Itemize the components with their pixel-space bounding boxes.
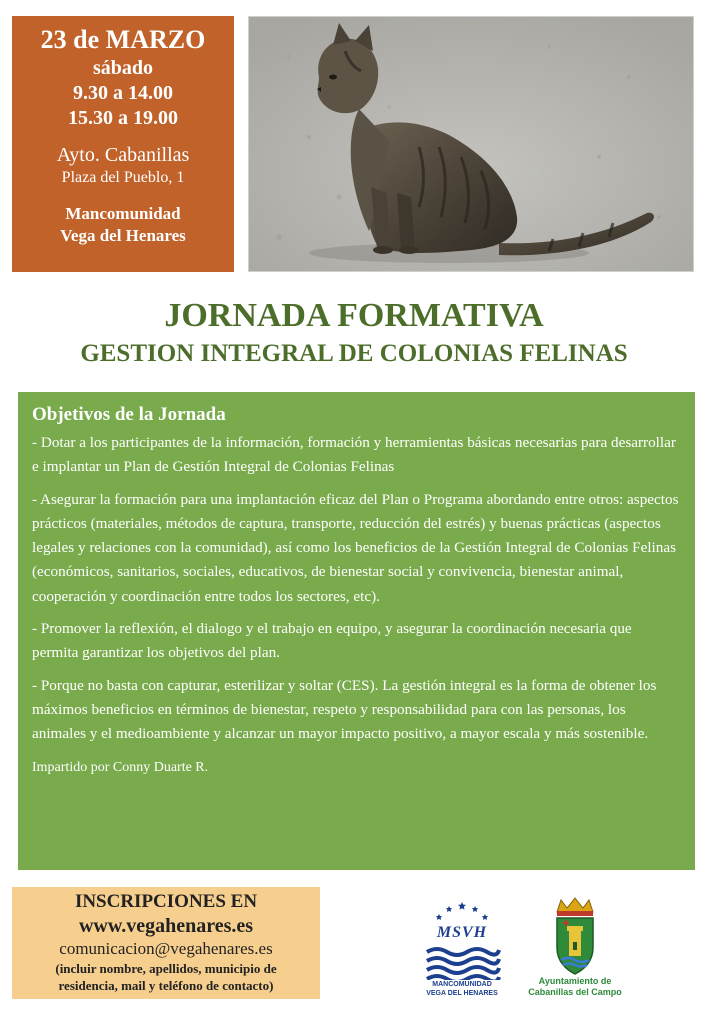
event-organizer — [12, 203, 234, 247]
msvh-caption — [417, 980, 507, 998]
cabanillas-caption-line1: Ayuntamiento de — [538, 976, 612, 986]
page-subtitle: GESTION INTEGRAL DE COLONIAS FELINAS — [80, 340, 628, 367]
event-time-afternoon: 15.30 a 19.00 — [68, 107, 178, 129]
msvh-logo-text: MSVH — [436, 924, 488, 941]
event-date: 23 de MARZO — [40, 25, 206, 54]
event-info-box — [12, 16, 234, 272]
registration-note-line1: (incluir nombre, apellidos, municipio de — [55, 961, 277, 976]
registration-note-line2: residencia, mail y teléfono de contacto) — [58, 978, 274, 993]
objective-paragraph: - Dotar a los participantes de la información, formación y herramientas básicas necesarias para desarrollar e implantar un Plan de Gestión Integral de Colonias Felinas — [32, 434, 676, 476]
event-time-morning: 9.30 a 14.00 — [73, 82, 173, 104]
registration-box — [12, 887, 320, 999]
registration-title: INSCRIPCIONES EN — [74, 891, 258, 912]
objective-paragraph: - Promover la reflexión, el dialogo y el trabajo en equipo, y asegurar la coordinación necesaria que permita garantizar los objetivos del plan. — [32, 620, 632, 662]
objective-paragraph: - Asegurar la formación para una implantación eficaz del Plan o Programa abordando entre otros: aspectos prácticos (materiales, métodos de captura, transporte, reducción del estrés) y buenas prácticas (aspectos legales y relaciones con la comunidad), así como los beneficios de la Gestión Integral de Colonias Felinas (económicos, sanitarios, sociales, educativos, de bienestar social y convivencia, bienestar animal, cooperación y coordinación entre todos los sectores, etc). — [32, 490, 679, 605]
cat-photo-icon — [249, 17, 694, 272]
cat-photo — [248, 16, 694, 272]
event-address: Plaza del Pueblo, 1 — [61, 169, 185, 186]
event-organizer-line2: Vega del Henares — [60, 226, 186, 245]
objectives-heading: Objetivos de la Jornada — [32, 404, 226, 425]
event-venue: Ayto. Cabanillas — [56, 144, 190, 166]
cabanillas-caption-line2: Cabanillas del Campo — [528, 987, 622, 997]
cabanillas-coat-of-arms-icon — [521, 896, 629, 976]
event-organizer-line1: Mancomunidad — [65, 204, 181, 223]
cabanillas-logo — [521, 896, 629, 1002]
registration-email-link[interactable]: comunicacion@vegahenares.es — [59, 939, 273, 958]
objective-paragraph: - Porque no basta con capturar, esterilizar y soltar (CES). La gestión integral es la forma de obtener los máximos beneficios en términos de bienestar, respeto y responsabilidad para con las personas, los animales y el medioambiente y alcanzar un mayor impacto positivo, a mayor escala y más sostenible. — [32, 676, 657, 743]
cabanillas-caption — [521, 976, 629, 998]
registration-website-link[interactable]: www.vegahenares.es — [78, 915, 254, 937]
instructor-credit: Impartido por Conny Duarte R. — [32, 759, 209, 775]
msvh-caption-line2: VEGA DEL HENARES — [426, 990, 498, 997]
event-day: sábado — [92, 57, 154, 79]
page-title: JORNADA FORMATIVA — [164, 297, 544, 334]
msvh-caption-line1: MANCOMUNIDAD — [432, 981, 492, 988]
msvh-logo — [423, 900, 501, 1002]
objectives-panel — [18, 392, 695, 870]
